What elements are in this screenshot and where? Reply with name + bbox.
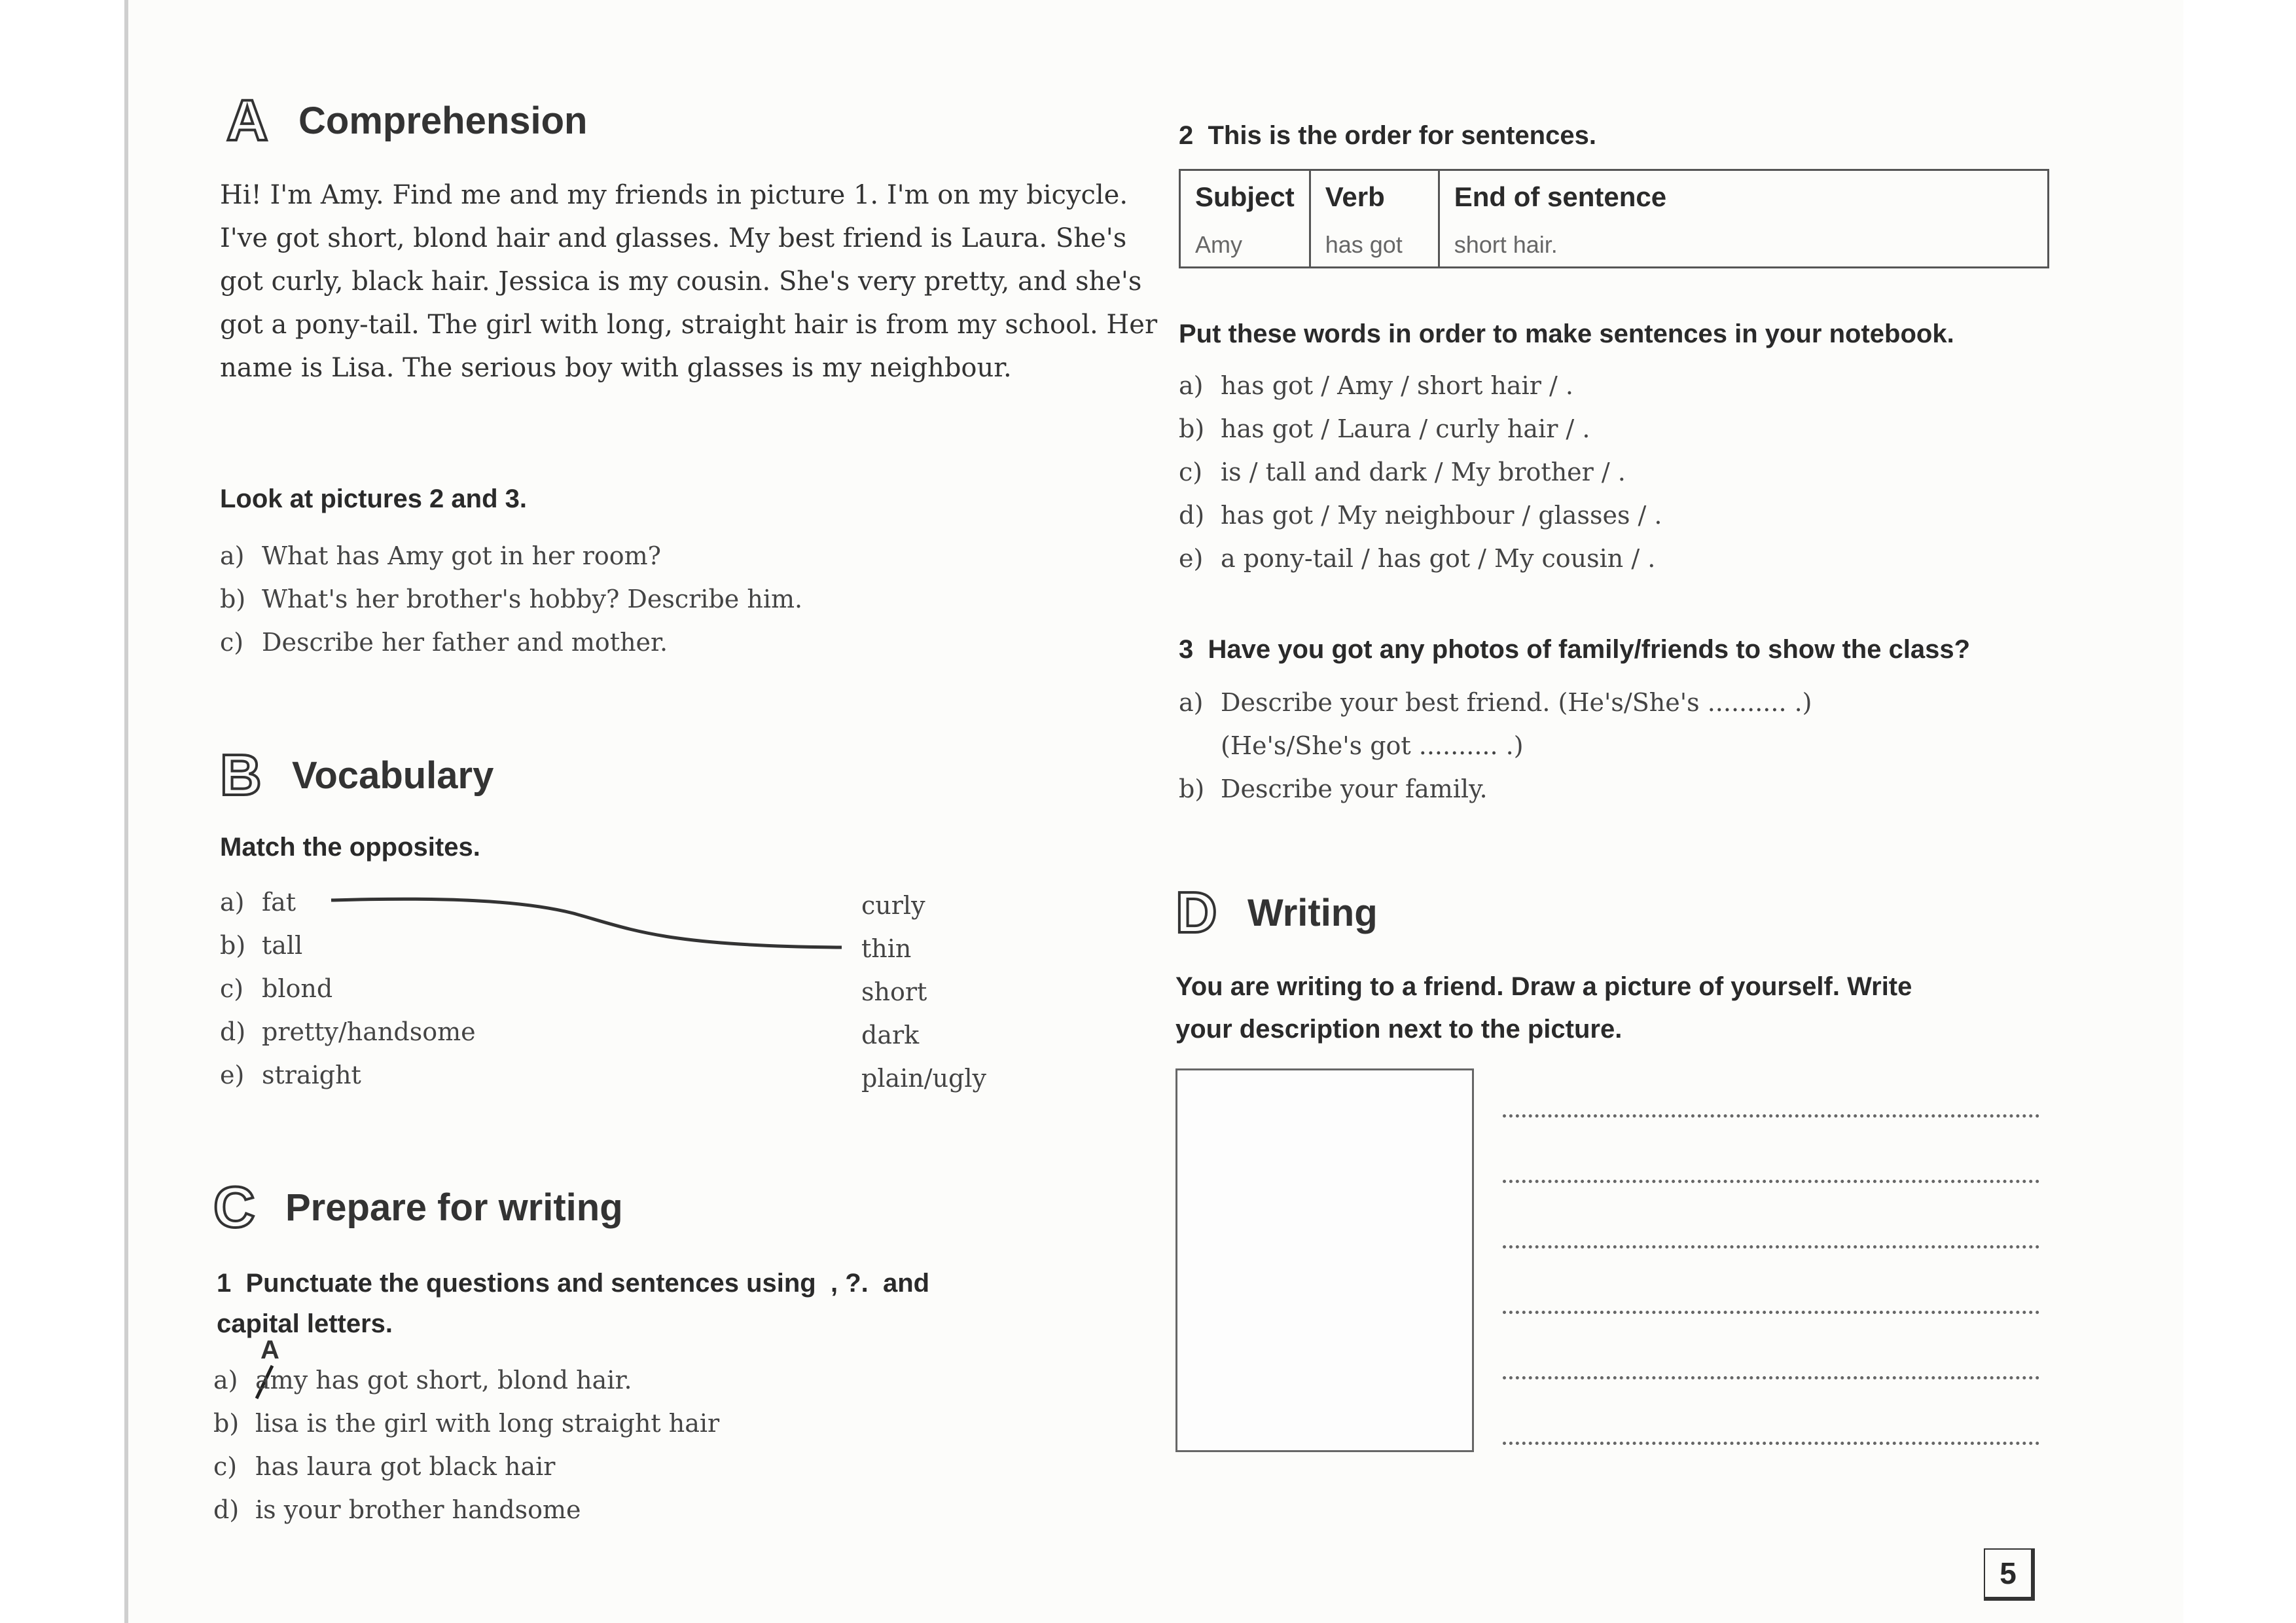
list-item: d) is your brother handsome bbox=[213, 1495, 581, 1524]
section-b-title: Vocabulary bbox=[292, 754, 494, 797]
section-a-letter: A bbox=[226, 88, 268, 153]
writing-line[interactable] bbox=[1503, 1114, 2039, 1118]
list-item: plain/ugly bbox=[861, 1064, 986, 1093]
writing-line[interactable] bbox=[1503, 1180, 2039, 1183]
list-item: short bbox=[861, 977, 927, 1006]
list-item: b) Describe your family. bbox=[1179, 775, 1488, 803]
list-item: d) pretty/handsome bbox=[220, 1017, 476, 1046]
list-item: thin bbox=[861, 934, 912, 963]
opposites-right-list bbox=[861, 884, 986, 1100]
comprehension-paragraph: Hi! I'm Amy. Find me and my friends in picture 1. I'm on my bicycle. I've got short, blond hair and glasses. My best friend is Laura. She's got curly, black hair. Jessica is my cousin. She's very pretty, and she's got a pony-tail. The girl with long, straight hair is from my school. Her name is Lisa. The serious boy with glasses is my neighbour. bbox=[220, 180, 1158, 383]
list-item: c) has laura got black hair bbox=[213, 1452, 556, 1481]
writing-line[interactable] bbox=[1503, 1442, 2039, 1445]
section-b-instruction: Match the opposites. bbox=[220, 833, 480, 862]
list-item: e) straight bbox=[220, 1061, 361, 1089]
table-cell: Amy bbox=[1180, 223, 1310, 268]
section-c-title: Prepare for writing bbox=[285, 1186, 623, 1229]
list-item: c) is / tall and dark / My brother / . bbox=[1179, 458, 1626, 486]
order-instruction: Put these words in order to make sentences in your notebook. bbox=[1179, 319, 1954, 348]
word-order-list bbox=[1179, 364, 1662, 580]
list-item: b) tall bbox=[220, 931, 303, 960]
list-item: a) has got / Amy / short hair / . bbox=[1179, 371, 1573, 400]
table-header: End of sentence bbox=[1439, 170, 2048, 224]
list-item: a) amy has got short, blond hair. bbox=[213, 1366, 632, 1395]
section-a-title: Comprehension bbox=[298, 99, 588, 142]
table-cell: has got bbox=[1310, 223, 1439, 268]
comprehension-questions bbox=[220, 534, 802, 664]
list-item: c) blond bbox=[220, 974, 333, 1003]
table-cell: short hair. bbox=[1439, 223, 2048, 268]
section-c-instruction-line2: capital letters. bbox=[217, 1309, 393, 1338]
list-item: a) What has Amy got in her room? bbox=[220, 541, 662, 570]
section-d-heading bbox=[1175, 880, 1378, 945]
section-d-instruction-line1: You are writing to a friend. Draw a picture of yourself. Write bbox=[1175, 972, 1912, 1001]
order-heading: 2 This is the order for sentences. bbox=[1179, 121, 1596, 150]
writing-line[interactable] bbox=[1503, 1311, 2039, 1314]
punctuation-list bbox=[213, 1359, 719, 1531]
list-item: b) lisa is the girl with long straight hair bbox=[213, 1409, 720, 1438]
table-header: Verb bbox=[1310, 170, 1439, 224]
section-d-letter: D bbox=[1175, 880, 1217, 945]
workbook-page bbox=[124, 0, 2183, 1623]
drawing-box[interactable] bbox=[1175, 1068, 1474, 1452]
list-item: b) What's her brother's hobby? Describe him. bbox=[220, 585, 803, 613]
list-item: e) a pony-tail / has got / My cousin / . bbox=[1179, 544, 1656, 573]
section-b-letter: B bbox=[220, 742, 262, 807]
section-d-title: Writing bbox=[1247, 891, 1378, 934]
table-header: Subject bbox=[1180, 170, 1310, 224]
section-c-instruction-line1: 1 Punctuate the questions and sentences using , ?. and bbox=[217, 1269, 930, 1298]
section-a-heading bbox=[226, 88, 588, 153]
match-line bbox=[325, 887, 848, 966]
list-item: c) Describe her father and mother. bbox=[220, 628, 668, 657]
writing-line[interactable] bbox=[1503, 1376, 2039, 1379]
section-a-instruction: Look at pictures 2 and 3. bbox=[220, 484, 528, 513]
section-c-heading bbox=[213, 1175, 623, 1239]
writing-line[interactable] bbox=[1503, 1245, 2039, 1249]
photos-heading: 3 Have you got any photos of family/friends to show the class? bbox=[1179, 635, 1971, 664]
sentence-order-table bbox=[1179, 169, 2049, 268]
list-item: d) has got / My neighbour / glasses / . bbox=[1179, 501, 1662, 530]
list-item: (He's/She's got .......... .) bbox=[1221, 731, 1524, 760]
handwritten-capital-a: A bbox=[260, 1336, 279, 1364]
list-item: dark bbox=[861, 1021, 920, 1049]
list-item: b) has got / Laura / curly hair / . bbox=[1179, 414, 1590, 443]
list-item: curly bbox=[861, 891, 925, 920]
page-number: 5 bbox=[1984, 1548, 2035, 1601]
list-item: a) Describe your best friend. (He's/She's .......... .) bbox=[1179, 688, 1812, 717]
section-c-letter: C bbox=[213, 1175, 255, 1239]
photos-list bbox=[1179, 681, 1812, 811]
list-item: a) fat bbox=[220, 888, 296, 917]
section-b-heading bbox=[220, 742, 494, 807]
section-d-instruction-line2: your description next to the picture. bbox=[1175, 1015, 1623, 1044]
